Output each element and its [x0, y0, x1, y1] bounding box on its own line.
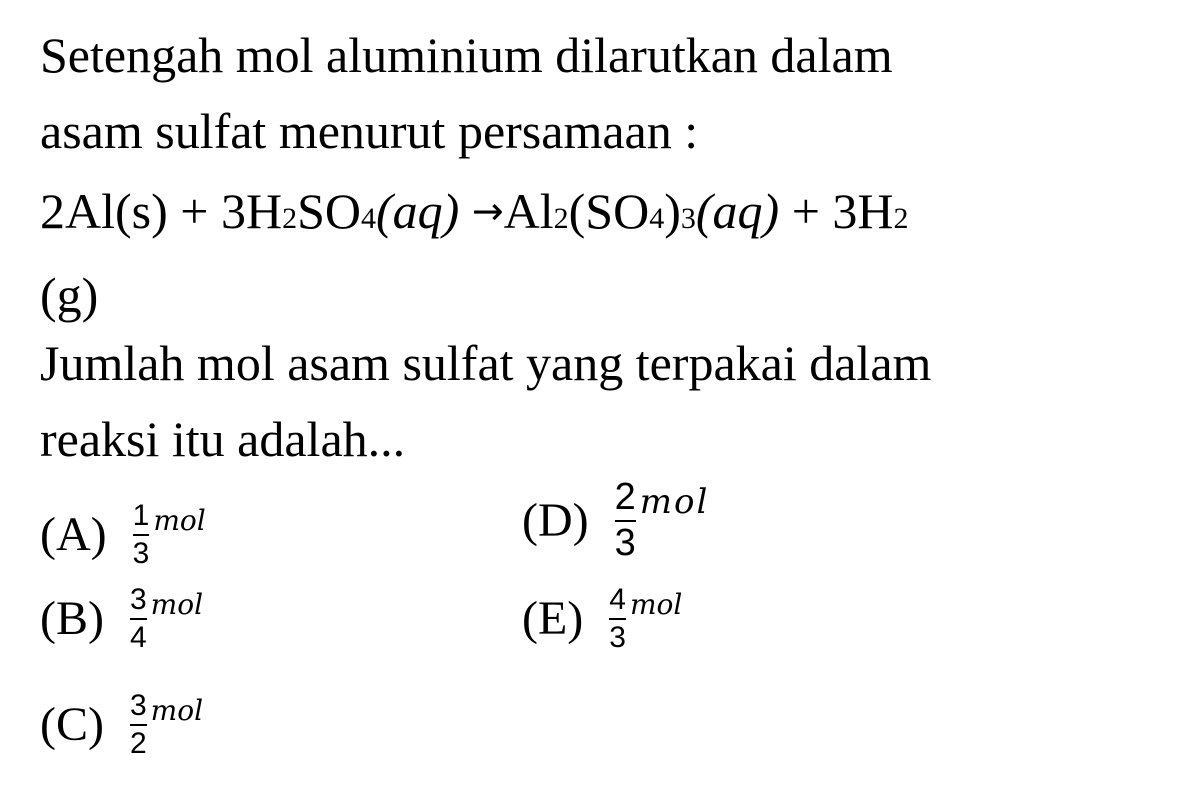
- question-line-5: Jumlah mol asam sulfat yang terpakai dalam: [40, 335, 932, 391]
- option-letter: (A): [40, 507, 107, 561]
- fraction-denominator: 4: [129, 620, 147, 654]
- option-c[interactable]: [40, 690, 203, 759]
- option-letter: (D): [522, 493, 589, 547]
- question-line-6: reaksi itu adalah...: [40, 411, 406, 467]
- option-unit: mol: [153, 504, 206, 537]
- option-letter: (C): [40, 697, 104, 751]
- equation-state: (aq): [695, 183, 780, 239]
- equation-subscript: 2: [282, 202, 298, 235]
- fraction-bar: [130, 724, 147, 726]
- option-unit: mol: [639, 482, 710, 522]
- question-line-2: asam sulfat menurut persamaan :: [40, 103, 699, 159]
- fraction-denominator: 3: [132, 536, 150, 570]
- option-letter: (B): [40, 591, 104, 645]
- chemical-equation: [40, 183, 909, 239]
- equation-subscript: 4: [361, 202, 376, 235]
- option-e[interactable]: [522, 584, 682, 653]
- fraction-numerator: 1: [132, 499, 150, 532]
- option-unit: mol: [150, 588, 204, 621]
- option-b[interactable]: [40, 584, 203, 653]
- fraction-bar: [609, 618, 626, 620]
- fraction-numerator: 3: [129, 689, 147, 722]
- option-fraction: [609, 584, 626, 653]
- option-fraction: [130, 690, 147, 759]
- equation-subscript: 3: [680, 202, 696, 235]
- option-unit: mol: [150, 694, 204, 727]
- equation-subscript: 4: [649, 202, 665, 235]
- fraction-bar: [130, 618, 147, 620]
- equation-subscript: 2: [553, 202, 569, 235]
- question-line-1: Setengah mol aluminium dilarutkan dalam: [40, 27, 893, 83]
- option-fraction: [615, 478, 636, 564]
- option-d[interactable]: [522, 478, 709, 564]
- fraction-denominator: 3: [609, 620, 626, 654]
- fraction-bar: [133, 534, 150, 536]
- option-fraction: [130, 584, 147, 653]
- option-fraction: [133, 500, 150, 569]
- equation-part: + 3H: [779, 183, 894, 239]
- equation-part: Al: [503, 183, 554, 239]
- option-letter: (E): [522, 591, 584, 645]
- equation-part: ): [664, 183, 681, 239]
- option-a[interactable]: [40, 500, 206, 569]
- fraction-numerator: 3: [129, 583, 147, 616]
- equation-part: SO: [297, 183, 361, 239]
- equation-part: (SO: [568, 183, 650, 239]
- fraction-numerator: 2: [614, 476, 636, 518]
- reaction-arrow: →: [471, 189, 504, 233]
- fraction-denominator: 2: [129, 726, 147, 760]
- fraction-denominator: 3: [614, 521, 636, 564]
- equation-state: (aq): [376, 183, 460, 239]
- equation-state-gas: (g): [40, 267, 99, 323]
- fraction-numerator: 4: [609, 583, 626, 616]
- equation-part: 2Al(s) + 3H: [40, 183, 283, 239]
- option-unit: mol: [629, 588, 683, 621]
- equation-subscript: 2: [893, 202, 909, 235]
